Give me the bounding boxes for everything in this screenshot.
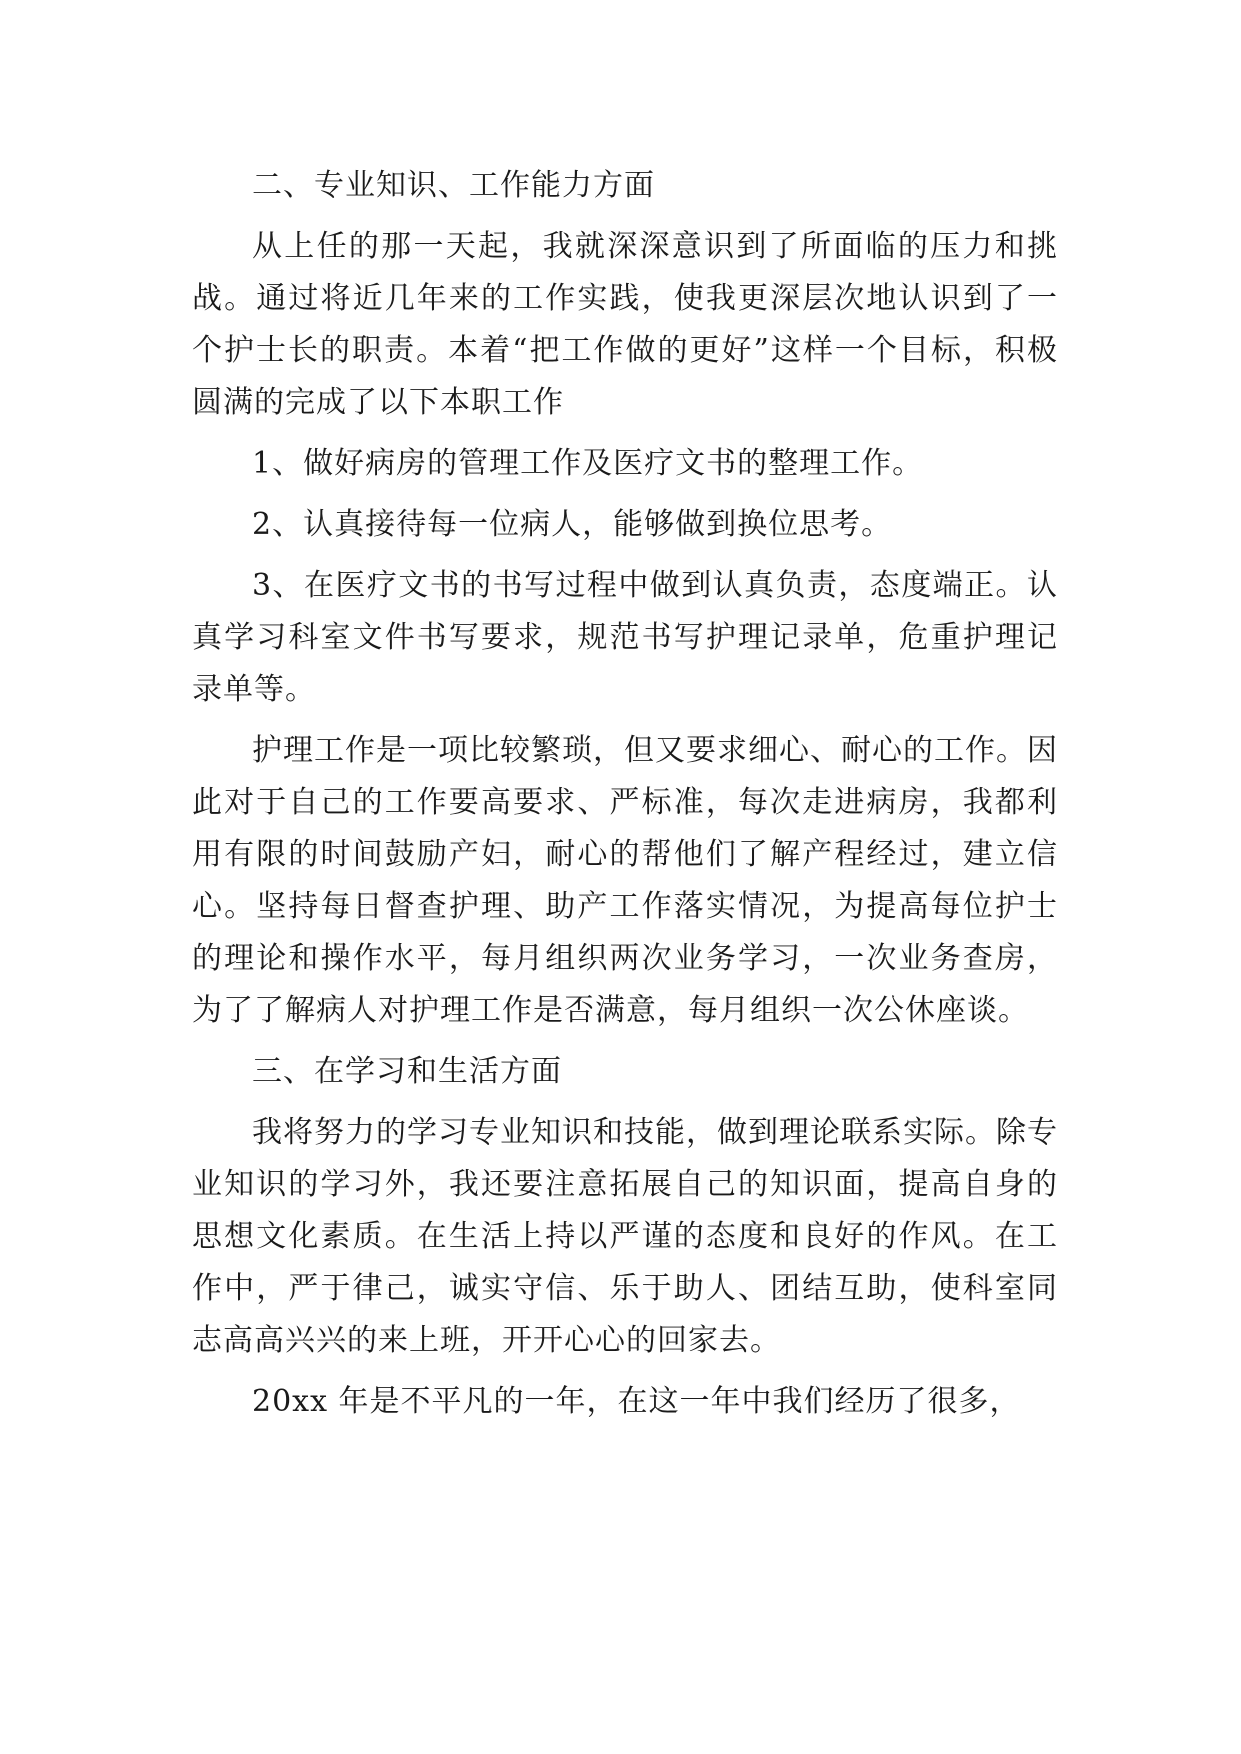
list-item-3: 3、在医疗文书的书写过程中做到认真负责，态度端正。认真学习科室文件书写要求，规范书写护理记录单，危重护理记录单等。	[192, 568, 1058, 707]
paragraph-nursing-work: 护理工作是一项比较繁琐，但又要求细心、耐心的工作。因此对于自己的工作要高要求、严标准，每次走进病房，我都利用有限的时间鼓励产妇，耐心的帮他们了解产程经过，建立信心。坚持每日督查护理、助产工作落实情况，为提高每位护士的理论和操作水平，每月组织两次业务学习，一次业务查房，为了了解病人对护理工作是否满意，每月组织一次公休座谈。	[192, 733, 1058, 1028]
section-heading-professional: 二、专业知识、工作能力方面	[252, 168, 655, 203]
paragraph-study: 我将努力的学习专业知识和技能，做到理论联系实际。除专业知识的学习外，我还要注意拓展自己的知识面，提高自身的思想文化素质。在生活上持以严谨的态度和良好的作风。在工作中，严于律己，诚实守信、乐于助人、团结互助，使科室同志高高兴兴的来上班，开开心心的回家去。	[192, 1115, 1058, 1358]
document-body	[192, 160, 1058, 1437]
list-item-2: 2、认真接待每一位病人，能够做到换位思考。	[252, 507, 893, 542]
section-heading-study-life: 三、在学习和生活方面	[252, 1054, 562, 1089]
paragraph-intro: 从上任的那一天起，我就深深意识到了所面临的压力和挑战。通过将近几年来的工作实践，使我更深层次地认识到了一个护士长的职责。本着“把工作做的更好”这样一个目标，积极圆满的完成了以下本职工作	[192, 229, 1058, 420]
list-item-1: 1、做好病房的管理工作及医疗文书的整理工作。	[252, 446, 924, 481]
paragraph-year-summary: 20xx 年是不平凡的一年，在这一年中我们经历了很多，	[252, 1384, 1021, 1419]
